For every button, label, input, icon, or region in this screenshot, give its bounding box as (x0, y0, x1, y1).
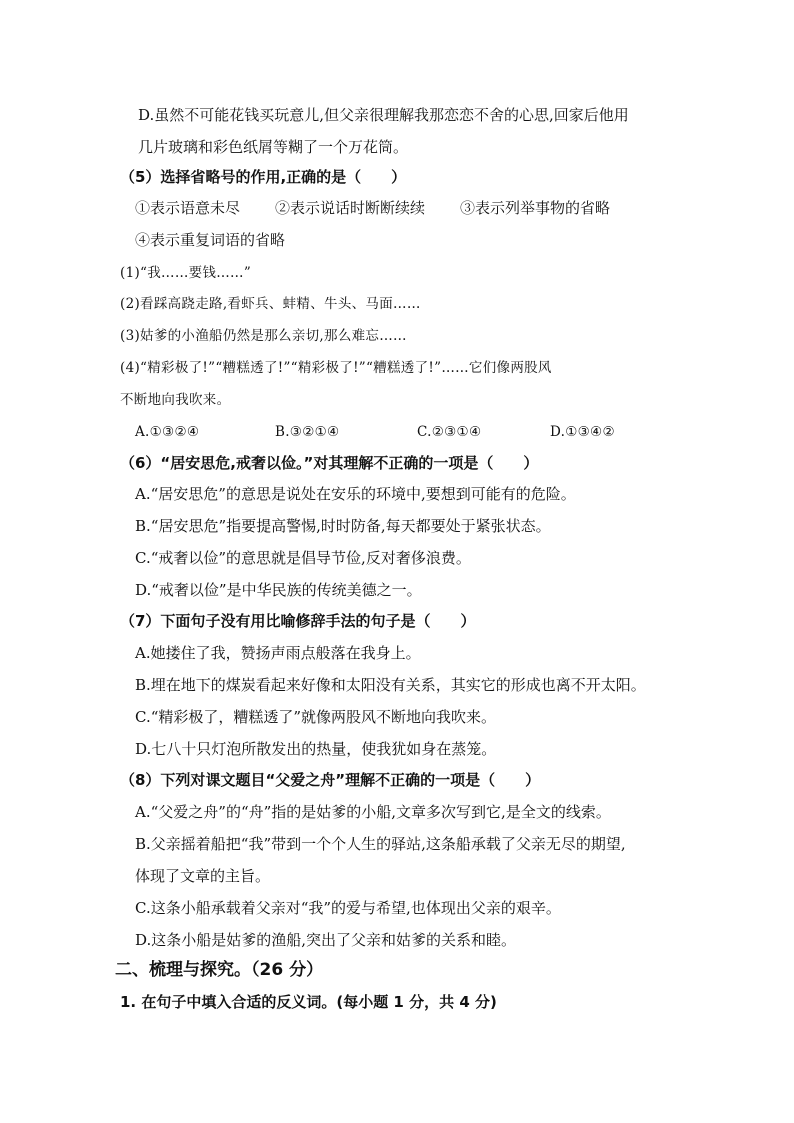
q7-option-c: C.“精彩极了，糟糕透了”就像两股风不断地向我吹来。 (135, 708, 497, 726)
q5-use-3: ③表示列举事物的省略 (460, 199, 611, 217)
q8-option-b-line2: 体现了文章的主旨。 (135, 867, 271, 885)
q8-option-d: D.这条小船是姑爹的渔船,突出了父亲和姑爹的关系和睦。 (135, 931, 517, 949)
q4-option-d-line2: 几片玻璃和彩色纸屑等糊了一个万花筒。 (138, 138, 409, 156)
section-2-title: 二、梳理与探究。（26 分） (115, 960, 324, 980)
q7-option-a: A.她搂住了我，赞扬声雨点般落在我身上。 (135, 644, 421, 662)
q6-option-c: C.“戒奢以俭”的意思就是倡导节俭,反对奢侈浪费。 (135, 549, 471, 567)
q7-option-b: B.埋在地下的煤炭看起来好像和太阳没有关系，其实它的形成也离不开太阳。 (135, 676, 646, 694)
q8-option-c: C.这条小船承载着父亲对“我”的爱与希望,也体现出父亲的艰辛。 (135, 899, 561, 917)
q5-sentence-1: (1)“我……要钱……” (120, 265, 252, 281)
q5-sentence-4-line1: (4)“精彩极了!”“糟糕透了!”“精彩极了!”“糟糕透了!”……它们像两股风 (120, 360, 552, 376)
q5-use-2: ②表示说话时断断续续 (275, 199, 426, 217)
q5-use-4: ④表示重复词语的省略 (135, 231, 286, 249)
q8-title: （8）下列对课文题目“父爱之舟”理解不正确的一项是（ ） (120, 771, 541, 789)
q6-option-a: A.“居安思危”的意思是说处在安乐的环境中,要想到可能有的危险。 (135, 485, 576, 503)
q5-option-c: C.②③①④ (417, 424, 482, 440)
q6-option-d: D.“戒奢以俭”是中华民族的传统美德之一。 (135, 581, 422, 599)
q7-title: （7）下面句子没有用比喻修辞手法的句子是（ ） (120, 612, 476, 630)
q8-option-a: A.“父爱之舟”的“舟”指的是姑爹的小船,文章多次写到它,是全文的线索。 (135, 803, 611, 821)
section-2-question-1: 1. 在句子中填入合适的反义词。(每小题 1 分，共 4 分) (120, 993, 497, 1011)
q8-option-b-line1: B.父亲摇着船把“我”带到一个个人生的驿站,这条船承载了父亲无尽的期望, (135, 835, 626, 853)
q5-option-d: D.①③④② (550, 424, 615, 440)
q6-option-b: B.“居安思危”指要提高警惕,时时防备,每天都要处于紧张状态。 (135, 517, 551, 535)
q4-option-d-line1: D.虽然不可能花钱买玩意儿,但父亲很理解我那恋恋不舍的心思,回家后他用 (138, 106, 629, 124)
q5-option-a: A.①③②④ (135, 424, 200, 440)
q5-use-1: ①表示语意未尽 (135, 199, 241, 217)
q7-option-d: D.七八十只灯泡所散发出的热量，使我犹如身在蒸笼。 (135, 740, 497, 758)
q5-sentence-4-line2: 不断地向我吹来。 (120, 392, 231, 408)
q5-sentence-2: (2)看踩高跷走路,看虾兵、蚌精、牛头、马面…… (120, 296, 421, 312)
q5-title: （5）选择省略号的作用,正确的是（ ） (120, 168, 407, 186)
q6-title: （6）“居安思危,戒奢以俭。”对其理解不正确的一项是（ ） (120, 454, 539, 472)
q5-option-b: B.③②①④ (275, 424, 340, 440)
q5-sentence-3: (3)姑爹的小渔船仍然是那么亲切,那么难忘…… (120, 328, 407, 344)
